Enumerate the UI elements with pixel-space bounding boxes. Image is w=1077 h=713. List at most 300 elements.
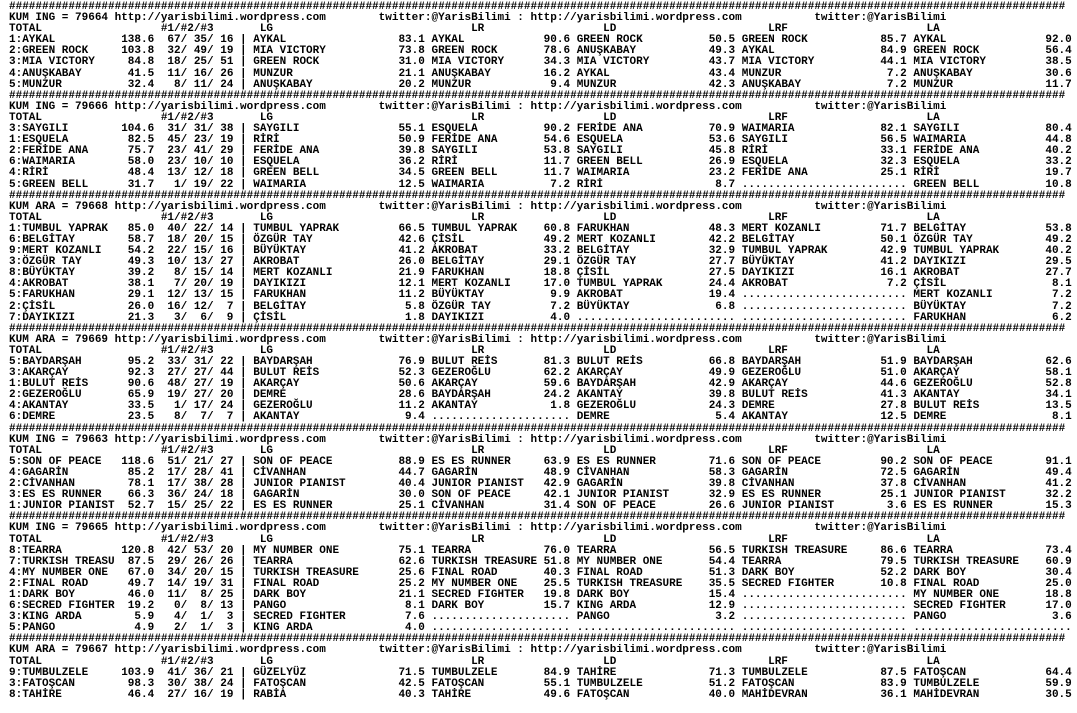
cell-la-value: 13.5 xyxy=(1045,400,1072,413)
cell-lr-value: 90.2 xyxy=(543,123,571,136)
cell-lg-name: MUNZUR xyxy=(253,67,293,80)
site-separator: : xyxy=(517,644,524,657)
cell-lrf-value: 83.9 xyxy=(880,677,907,690)
cell-lrf-name: BÜYÜKTAY xyxy=(741,256,795,269)
total-score: 48.4 xyxy=(127,167,155,180)
cell-ld-name: FERİDE ANA xyxy=(576,123,643,136)
total-score: 90.6 xyxy=(127,378,155,391)
site-link: http://yarisbilimi.wordpress.com xyxy=(114,644,326,657)
cell-lg-value: 76.9 xyxy=(398,356,425,368)
cell-lrf-value: 32.3 xyxy=(880,156,907,169)
cell-lg-value: 1.8 xyxy=(405,311,425,324)
cell-la-name: MY NUMBER ONE xyxy=(913,588,1000,601)
cell-ld-name: GREEN ROCK xyxy=(576,34,643,47)
cell-lrf-name: WAIMARIA xyxy=(741,123,795,136)
site-separator: : xyxy=(517,522,524,535)
total-score: 21.3 xyxy=(127,311,155,324)
cell-lg-name: JUNIOR PIANIST xyxy=(253,478,346,491)
cell-lrf-value: 50.1 xyxy=(880,233,907,246)
cell-ld-value: 71.3 xyxy=(708,666,736,679)
column-header-ld: LD xyxy=(603,655,617,668)
cell-ld-value: 42.2 xyxy=(708,233,736,246)
cell-la-name: MAHİDEVRAN xyxy=(913,688,980,701)
column-divider: | xyxy=(240,356,247,368)
cell-lrf-value: 90.2 xyxy=(880,455,907,468)
column-divider: | xyxy=(240,134,247,147)
cell-ld-name: MIA VICTORY xyxy=(576,56,650,69)
cell-ld-value: 56.5 xyxy=(708,544,736,557)
cell-la-name: ÖZGÜR TAY xyxy=(913,233,973,246)
cell-lr-value: 9.4 xyxy=(550,78,571,91)
cell-lrf-name: GAGARİN xyxy=(741,466,788,479)
cell-lg-name: AKARÇAY xyxy=(253,378,300,391)
cell-lr-value: 34.3 xyxy=(543,56,571,69)
cell-la-name: CİVANHAN xyxy=(913,478,967,491)
total-score: 65.9 xyxy=(127,389,155,402)
cell-lr-name: AKROBAT xyxy=(431,245,478,258)
horse-name: 3:KING ARDA xyxy=(9,611,82,624)
twitter-handle: twitter:@YarisBilimi xyxy=(378,522,511,535)
column-header-lg: LG xyxy=(259,444,274,457)
cell-lr-name: WAIMARIA xyxy=(431,178,485,191)
column-divider: | xyxy=(240,544,247,557)
column-header-la: LA xyxy=(926,444,940,457)
total-score: 103.9 xyxy=(121,666,155,679)
cell-lrf-value: 72.5 xyxy=(880,466,907,479)
cell-lrf-blank: ......................... xyxy=(741,178,907,191)
cell-ld-name: MERT KOZANLI xyxy=(576,233,656,246)
placings: 51/ 21/ 27 xyxy=(167,455,234,468)
cell-lrf-name: GREEN ROCK xyxy=(741,34,808,47)
cell-ld-name: KING ARDA xyxy=(576,600,637,613)
placings: 40/ 22/ 14 xyxy=(167,222,234,235)
cell-la-name: GEZEROĞLU xyxy=(913,378,973,391)
column-header-lr: LR xyxy=(471,533,485,546)
cell-lr-value: 11.7 xyxy=(543,156,571,169)
cell-la-name: ÇİSİL xyxy=(913,278,947,291)
separator: ################################################################################################################################################################ xyxy=(9,1,1066,13)
cell-lr-value: 42.9 xyxy=(543,478,571,491)
total-score: 67.0 xyxy=(127,566,155,579)
cell-la-value: 8.1 xyxy=(1051,278,1072,291)
column-header-total: TOTAL xyxy=(9,444,43,457)
column-divider: | xyxy=(240,67,247,80)
cell-lrf-value: 82.1 xyxy=(880,123,907,136)
placings: 3/ 6/ 9 xyxy=(174,311,234,324)
table-row xyxy=(9,690,1077,701)
cell-ld-value: 43.4 xyxy=(708,67,736,80)
cell-lrf-value: 7.2 xyxy=(886,67,907,80)
cell-la-name: ANUŞKABAY xyxy=(913,67,973,80)
cell-lr-value: 48.9 xyxy=(543,466,571,479)
cell-la-value: 11.7 xyxy=(1045,78,1072,91)
cell-la-name: SON OF PEACE xyxy=(913,455,993,468)
cell-ld-name: ES ES RUNNER xyxy=(576,455,656,468)
table-row xyxy=(9,290,1077,301)
cell-la-value: 58.1 xyxy=(1045,367,1072,380)
twitter-handle: twitter:@YarisBilimi xyxy=(378,333,511,346)
cell-lg-value: 40.3 xyxy=(398,688,425,701)
column-header-la: LA xyxy=(926,344,940,357)
cell-lrf-name: FATOŞCAN xyxy=(741,677,795,690)
cell-lr-value: 4.0 xyxy=(550,311,571,324)
cell-ld-name: MUNZUR xyxy=(576,78,617,91)
cell-lr-name: BÜYÜKTAY xyxy=(431,289,485,302)
cell-lg-name: CİVANHAN xyxy=(253,466,307,479)
horse-name: 3:ES ES RUNNER xyxy=(9,489,102,502)
site-link: http://yarisbilimi.wordpress.com xyxy=(530,200,742,213)
cell-lr-value: 62.2 xyxy=(543,367,571,380)
cell-lr-value: 17.0 xyxy=(543,278,571,291)
cell-lrf-value: 87.5 xyxy=(880,666,907,679)
cell-lr-value: 31.4 xyxy=(543,500,571,513)
cell-la-value: 62.6 xyxy=(1045,356,1072,368)
cell-lg-name: SAYGILI xyxy=(253,123,300,136)
column-divider: | xyxy=(240,56,247,69)
cell-ld-value: 26.9 xyxy=(708,156,736,169)
cell-la-value: 49.2 xyxy=(1045,233,1072,246)
cell-la-name: GAGARİN xyxy=(913,466,960,479)
cell-lr-value: 29.1 xyxy=(543,256,571,269)
site-separator: : xyxy=(517,333,524,346)
total-score: 32.4 xyxy=(127,78,155,91)
cell-ld-name: RİRİ xyxy=(576,178,604,191)
placings: 1/ 19/ 22 xyxy=(174,178,234,191)
site-link: http://yarisbilimi.wordpress.com xyxy=(530,100,742,113)
cell-lg-name: AYKAL xyxy=(253,34,287,47)
column-divider: | xyxy=(240,278,247,291)
total-score: 26.0 xyxy=(127,300,155,313)
horse-name: 4:GAGARİN xyxy=(9,466,69,479)
cell-lr-value: 19.8 xyxy=(543,588,571,601)
cell-lg-name: MIA VICTORY xyxy=(253,45,326,58)
cell-ld-name: AKROBAT xyxy=(576,289,623,302)
cell-lg-value: 50.9 xyxy=(398,134,425,147)
site-link: http://yarisbilimi.wordpress.com xyxy=(114,200,326,213)
cell-la-name: FATOŞCAN xyxy=(913,666,967,679)
placings: 42/ 53/ 20 xyxy=(167,544,234,557)
cell-lrf-name: AKANTAY xyxy=(741,411,788,424)
cell-lrf-name: BELGİTAY xyxy=(741,233,795,246)
site-separator: : xyxy=(517,433,524,446)
column-divider: | xyxy=(240,156,247,169)
column-divider: | xyxy=(240,677,247,690)
placings: 36/ 24/ 18 xyxy=(167,489,234,502)
column-divider: | xyxy=(240,622,247,635)
cell-la-value: 8.1 xyxy=(1051,411,1072,424)
cell-lrf-value: 41.2 xyxy=(880,256,907,269)
separator: ################################################################################################################################################################ xyxy=(9,511,1066,524)
cell-lg-value: 5.8 xyxy=(405,300,425,313)
placings: 34/ 20/ 15 xyxy=(167,566,234,579)
cell-ld-name: CİVANHAN xyxy=(576,466,630,479)
total-score: 23.5 xyxy=(127,411,155,424)
placings: 14/ 19/ 31 xyxy=(167,577,234,590)
cell-la-name: MERT KOZANLI xyxy=(913,289,993,302)
column-header-placings: #1/#2/#3 xyxy=(160,211,214,224)
cell-lr-name: ANUŞKABAY xyxy=(431,67,491,80)
horse-name: 1:BULUT REİS xyxy=(9,378,89,391)
cell-ld-name: ÖZGÜR TAY xyxy=(576,256,637,269)
horse-name: 9:TUMBULZELE xyxy=(9,666,89,679)
cell-lrf-name: MAHİDEVRAN xyxy=(741,688,808,701)
cell-la-value: 7.2 xyxy=(1051,289,1072,302)
cell-lrf-value: 25.1 xyxy=(880,167,907,180)
horse-name: 2:GEZEROĞLU xyxy=(9,389,82,402)
race-label: KUM ING = 79664 xyxy=(9,12,109,25)
cell-ld-name: ÇİSİL xyxy=(576,267,610,280)
twitter-handle: twitter:@YarisBilimi xyxy=(378,100,511,113)
column-header-total: TOTAL xyxy=(9,111,43,124)
cell-la-value: 32.2 xyxy=(1045,489,1072,502)
total-score: 39.2 xyxy=(127,267,155,280)
cell-ld-value: 23.2 xyxy=(708,167,736,180)
cell-lrf-name: ESQUELA xyxy=(741,156,788,169)
horse-name: 2:CİVANHAN xyxy=(9,478,76,491)
cell-la-name: FERİDE ANA xyxy=(913,145,980,158)
cell-ld-value: 42.3 xyxy=(708,78,736,91)
cell-lg-name: ANUŞKABAY xyxy=(253,78,313,91)
cell-lrf-name: TEARRA xyxy=(741,555,782,568)
cell-la-value: 19.7 xyxy=(1045,167,1072,180)
placings: 10/ 13/ 27 xyxy=(167,256,234,269)
cell-lr-value: 40.3 xyxy=(543,566,571,579)
cell-lg-name: TURKISH TREASURE xyxy=(253,566,359,579)
placings: 27/ 16/ 19 xyxy=(167,688,234,701)
cell-lr-value: 90.6 xyxy=(543,34,571,47)
cell-lg-value: 36.2 xyxy=(398,156,425,169)
total-score: 31.7 xyxy=(127,178,155,191)
table-row xyxy=(9,412,1077,423)
cell-lrf-name: RİRİ xyxy=(741,145,769,158)
cell-lg-value: 8.1 xyxy=(405,600,425,613)
column-header-lrf: LRF xyxy=(768,655,788,668)
total-score: 98.3 xyxy=(127,677,155,690)
column-header-lr: LR xyxy=(471,444,485,457)
total-score: 87.5 xyxy=(127,555,155,568)
cell-lg-name: AKROBAT xyxy=(253,256,300,269)
column-divider: | xyxy=(240,455,247,468)
placings: 7/ 20/ 19 xyxy=(174,278,234,291)
cell-ld-name: BULUT REİS xyxy=(576,356,643,368)
column-header-total: TOTAL xyxy=(9,655,43,668)
cell-ld-value: 3.2 xyxy=(715,611,736,624)
column-divider: | xyxy=(240,577,247,590)
placings: 4/ 1/ 3 xyxy=(174,611,234,624)
cell-ld-name: SAYGILI xyxy=(576,145,623,158)
cell-lg-name: SON OF PEACE xyxy=(253,455,333,468)
horse-name: 4:RİRİ xyxy=(9,167,49,180)
cell-lg-name: BULUT REİS xyxy=(253,367,320,380)
column-divider: | xyxy=(240,378,247,391)
site-link: http://yarisbilimi.wordpress.com xyxy=(530,644,742,657)
cell-lrf-value: 71.7 xyxy=(880,222,907,235)
horse-name: 5:PANGO xyxy=(9,622,56,635)
cell-ld-blank: ........................ xyxy=(576,622,736,635)
cell-lr-name: MUNZUR xyxy=(431,78,472,91)
cell-ld-name: TUMBUL YAPRAK xyxy=(576,278,663,291)
cell-lrf-name: SECRED FIGHTER xyxy=(741,577,835,590)
cell-lr-value: 7.2 xyxy=(550,178,571,191)
race-title-line xyxy=(9,523,1077,534)
cell-lrf-value: 27.8 xyxy=(880,400,907,413)
column-header-placings: #1/#2/#3 xyxy=(160,344,214,357)
placings: 67/ 35/ 16 xyxy=(167,34,234,47)
cell-la-name: FARUKHAN xyxy=(913,311,967,324)
cell-la-value: 73.4 xyxy=(1045,544,1072,557)
column-divider: | xyxy=(240,145,247,158)
cell-ld-value: 39.8 xyxy=(708,389,736,402)
cell-lr-blank: ..................... xyxy=(431,411,571,424)
placings: 11/ 16/ 26 xyxy=(167,67,234,80)
cell-ld-name: ANUŞKABAY xyxy=(576,45,637,58)
cell-lrf-name: MIA VICTORY xyxy=(741,56,815,69)
cell-lg-name: BELGİTAY xyxy=(253,300,307,313)
cell-lr-value: 33.2 xyxy=(543,245,571,258)
placings: 16/ 12/ 7 xyxy=(167,300,234,313)
total-score: 49.7 xyxy=(127,577,155,590)
horse-name: 3:MIA VICTORY xyxy=(9,56,95,69)
cell-la-name: TUMBULZELE xyxy=(913,677,980,690)
horse-name: 1:DARK BOY xyxy=(9,588,76,601)
cell-lg-value: 42.5 xyxy=(398,677,425,690)
cell-lg-name: BÜYÜKTAY xyxy=(253,245,307,258)
cell-lr-name: MIA VICTORY xyxy=(431,56,505,69)
column-header-la: LA xyxy=(926,533,940,546)
cell-lr-value: 63.9 xyxy=(543,455,571,468)
table-row xyxy=(9,302,1077,313)
column-header-lg: LG xyxy=(259,23,274,36)
cell-la-value: 56.4 xyxy=(1045,45,1072,58)
site-link: http://yarisbilimi.wordpress.com xyxy=(114,433,326,446)
total-score: 46.0 xyxy=(127,588,155,601)
separator: ################################################################################################################################################################ xyxy=(9,89,1066,102)
placings: 32/ 49/ 19 xyxy=(167,45,234,58)
cell-lg-value: 25.2 xyxy=(398,577,425,590)
cell-lr-name: MERT KOZANLI xyxy=(431,278,511,291)
total-score: 5.9 xyxy=(134,611,155,624)
total-score: 66.3 xyxy=(127,489,155,502)
cell-ld-value: 58.3 xyxy=(708,466,736,479)
cell-lrf-blank: ......................... xyxy=(741,600,907,613)
cell-la-value: 40.2 xyxy=(1045,145,1072,158)
cell-ld-value: 51.3 xyxy=(708,566,736,579)
site-link: http://yarisbilimi.wordpress.com xyxy=(114,333,326,346)
cell-ld-value: 32.9 xyxy=(708,489,736,502)
total-score: 41.5 xyxy=(127,67,155,80)
cell-la-name: GREEN ROCK xyxy=(913,45,980,58)
total-score: 82.5 xyxy=(127,134,155,147)
horse-name: 4:MY NUMBER ONE xyxy=(9,566,109,579)
total-score: 38.1 xyxy=(127,278,155,291)
placings: 2/ 1/ 3 xyxy=(174,622,234,635)
column-divider: | xyxy=(240,34,247,47)
cell-la-name: BAYDARŞAH xyxy=(913,356,973,368)
cell-lrf-name: AKARÇAY xyxy=(741,378,788,391)
cell-ld-value: 15.4 xyxy=(708,588,736,601)
cell-ld-name: TUMBULZELE xyxy=(576,677,643,690)
cell-la-name: DEMRE xyxy=(913,411,947,424)
race-label: KUM ING = 79663 xyxy=(9,433,109,446)
cell-lg-name: FARUKHAN xyxy=(253,289,307,302)
cell-ld-name: TEARRA xyxy=(576,544,617,557)
cell-lr-name: TUMBUL YAPRAK xyxy=(431,222,518,235)
cell-ld-value: 8.7 xyxy=(715,178,736,191)
cell-ld-value: 40.0 xyxy=(708,688,736,701)
placings: 12/ 13/ 15 xyxy=(167,289,234,302)
cell-lrf-value: 33.1 xyxy=(880,145,907,158)
column-divider: | xyxy=(240,300,247,313)
cell-lrf-blank: ......................... xyxy=(741,611,907,624)
cell-ld-name: TURKISH TREASURE xyxy=(576,577,683,590)
twitter-handle: twitter:@YarisBilimi xyxy=(814,100,947,113)
cell-la-value: 60.9 xyxy=(1045,555,1072,568)
cell-lrf-value: 86.6 xyxy=(880,544,907,557)
cell-la-value: 59.9 xyxy=(1045,677,1072,690)
cell-ld-name: BELGİTAY xyxy=(576,245,630,258)
cell-lr-name: AKANTAY xyxy=(431,400,478,413)
column-divider: | xyxy=(240,78,247,91)
cell-lg-value: 20.2 xyxy=(398,78,425,91)
cell-lg-name: GAGARİN xyxy=(253,489,300,502)
race-label: KUM ARA = 79667 xyxy=(9,644,109,657)
cell-lrf-name: MERT KOZANLI xyxy=(741,222,821,235)
cell-la-name: SECRED FIGHTER xyxy=(913,600,1006,613)
cell-lrf-name: AKROBAT xyxy=(741,278,788,291)
cell-la-value: 27.7 xyxy=(1045,267,1072,280)
column-divider: | xyxy=(240,256,247,269)
total-score: 92.3 xyxy=(127,367,155,380)
total-score: 49.3 xyxy=(127,256,155,269)
cell-lrf-value: 85.7 xyxy=(880,34,907,47)
twitter-handle: twitter:@YarisBilimi xyxy=(814,522,947,535)
cell-ld-name: ESQUELA xyxy=(576,134,623,147)
cell-lr-value: 49.6 xyxy=(543,688,571,701)
horse-name: 3:FATOŞCAN xyxy=(9,677,76,690)
cell-lr-name: GEZEROĞLU xyxy=(431,367,491,380)
placings: 15/ 25/ 22 xyxy=(167,500,234,513)
cell-la-name: JUNIOR PIANIST xyxy=(913,489,1006,502)
cell-ld-value: 6.8 xyxy=(715,300,736,313)
total-score: 54.2 xyxy=(127,245,155,258)
column-header-la: LA xyxy=(926,655,940,668)
site-separator: : xyxy=(517,200,524,213)
cell-lg-name: GÜZELYÜZ xyxy=(253,666,307,679)
column-header-la: LA xyxy=(926,211,940,224)
column-header-lrf: LRF xyxy=(768,111,788,124)
cell-ld-value: 5.4 xyxy=(715,411,736,424)
site-link: http://yarisbilimi.wordpress.com xyxy=(114,12,326,25)
twitter-handle: twitter:@YarisBilimi xyxy=(814,333,947,346)
cell-la-name: ES ES RUNNER xyxy=(913,500,993,513)
cell-ld-name: DEMRE xyxy=(576,411,610,424)
cell-la-value: 30.5 xyxy=(1045,688,1072,701)
column-header-ld: LD xyxy=(603,344,617,357)
cell-lg-name: KING ARDA xyxy=(253,622,313,635)
column-header-lrf: LRF xyxy=(768,211,788,224)
cell-lrf-name: MUNZUR xyxy=(741,67,782,80)
cell-lrf-value: 25.1 xyxy=(880,489,907,502)
column-header-lr: LR xyxy=(471,211,485,224)
cell-la-name: AYKAL xyxy=(913,34,947,47)
placings: 8/ 11/ 24 xyxy=(174,78,234,91)
cell-ld-value: 66.8 xyxy=(708,356,736,368)
column-header-placings: #1/#2/#3 xyxy=(160,23,214,36)
cell-ld-value: 19.4 xyxy=(708,289,736,302)
column-divider: | xyxy=(240,167,247,180)
column-divider: | xyxy=(240,500,247,513)
cell-lg-name: RİRİ xyxy=(253,134,280,147)
